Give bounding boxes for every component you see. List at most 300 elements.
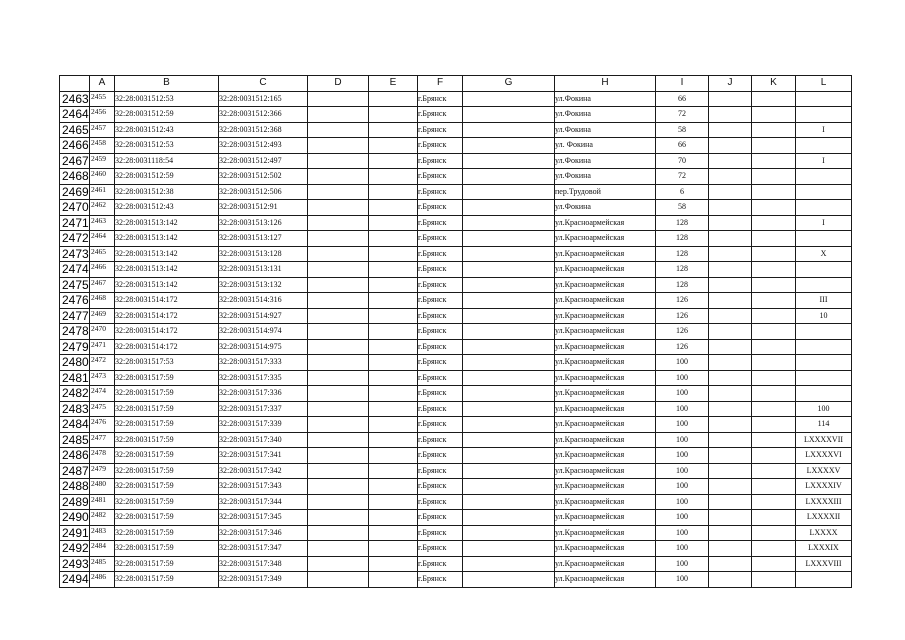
cell-i[interactable]: 100 xyxy=(656,479,709,495)
cell-l[interactable] xyxy=(796,107,852,123)
cell-b[interactable]: 32:28:0031517:59 xyxy=(115,386,219,402)
row-number[interactable]: 2486 xyxy=(60,448,90,464)
cell-a[interactable]: 2460 xyxy=(90,169,115,185)
cell-b[interactable]: 32:28:0031517:59 xyxy=(115,541,219,557)
cell-j[interactable] xyxy=(709,355,752,371)
cell-d[interactable] xyxy=(308,293,369,309)
cell-k[interactable] xyxy=(752,169,796,185)
cell-a[interactable]: 2481 xyxy=(90,494,115,510)
cell-l[interactable]: LXXXXIV xyxy=(796,479,852,495)
cell-g[interactable] xyxy=(463,448,555,464)
row-number[interactable]: 2476 xyxy=(60,293,90,309)
cell-l[interactable]: 100 xyxy=(796,401,852,417)
cell-f[interactable]: г.Брянск xyxy=(418,200,463,216)
cell-k[interactable] xyxy=(752,510,796,526)
row-number[interactable]: 2480 xyxy=(60,355,90,371)
cell-h[interactable]: ул.Красноармейская xyxy=(555,293,656,309)
cell-g[interactable] xyxy=(463,494,555,510)
cell-e[interactable] xyxy=(369,448,418,464)
cell-j[interactable] xyxy=(709,339,752,355)
cell-l[interactable] xyxy=(796,370,852,386)
cell-k[interactable] xyxy=(752,200,796,216)
cell-d[interactable] xyxy=(308,463,369,479)
cell-d[interactable] xyxy=(308,308,369,324)
cell-c[interactable]: 32:28:0031517:344 xyxy=(219,494,308,510)
cell-i[interactable]: 128 xyxy=(656,215,709,231)
cell-e[interactable] xyxy=(369,262,418,278)
cell-a[interactable]: 2483 xyxy=(90,525,115,541)
cell-l[interactable]: 10 xyxy=(796,308,852,324)
cell-h[interactable]: ул.Фокина xyxy=(555,169,656,185)
cell-j[interactable] xyxy=(709,401,752,417)
cell-i[interactable]: 70 xyxy=(656,153,709,169)
cell-b[interactable]: 32:28:0031513:142 xyxy=(115,262,219,278)
cell-k[interactable] xyxy=(752,246,796,262)
cell-k[interactable] xyxy=(752,231,796,247)
cell-g[interactable] xyxy=(463,541,555,557)
cell-d[interactable] xyxy=(308,200,369,216)
cell-c[interactable]: 32:28:0031517:341 xyxy=(219,448,308,464)
cell-e[interactable] xyxy=(369,169,418,185)
cell-d[interactable] xyxy=(308,107,369,123)
row-number[interactable]: 2466 xyxy=(60,138,90,154)
cell-a[interactable]: 2455 xyxy=(90,91,115,107)
cell-e[interactable] xyxy=(369,370,418,386)
cell-c[interactable]: 32:28:0031517:347 xyxy=(219,541,308,557)
cell-c[interactable]: 32:28:0031512:506 xyxy=(219,184,308,200)
cell-j[interactable] xyxy=(709,277,752,293)
cell-h[interactable]: ул.Фокина xyxy=(555,91,656,107)
cell-i[interactable]: 126 xyxy=(656,308,709,324)
cell-a[interactable]: 2470 xyxy=(90,324,115,340)
cell-h[interactable]: ул.Красноармейская xyxy=(555,432,656,448)
cell-d[interactable] xyxy=(308,246,369,262)
row-number[interactable]: 2463 xyxy=(60,91,90,107)
cell-a[interactable]: 2459 xyxy=(90,153,115,169)
cell-b[interactable]: 32:28:0031517:59 xyxy=(115,463,219,479)
cell-f[interactable]: г.Брянск xyxy=(418,91,463,107)
cell-k[interactable] xyxy=(752,386,796,402)
cell-c[interactable]: 32:28:0031517:342 xyxy=(219,463,308,479)
cell-i[interactable]: 128 xyxy=(656,231,709,247)
cell-l[interactable]: I xyxy=(796,215,852,231)
cell-d[interactable] xyxy=(308,277,369,293)
cell-j[interactable] xyxy=(709,370,752,386)
cell-f[interactable]: г.Брянск xyxy=(418,386,463,402)
cell-f[interactable]: г.Брянск xyxy=(418,169,463,185)
cell-l[interactable]: III xyxy=(796,293,852,309)
cell-a[interactable]: 2473 xyxy=(90,370,115,386)
cell-g[interactable] xyxy=(463,479,555,495)
cell-h[interactable]: ул.Красноармейская xyxy=(555,541,656,557)
cell-e[interactable] xyxy=(369,417,418,433)
cell-g[interactable] xyxy=(463,556,555,572)
cell-j[interactable] xyxy=(709,308,752,324)
cell-j[interactable] xyxy=(709,184,752,200)
column-header-j[interactable]: J xyxy=(709,76,752,92)
cell-g[interactable] xyxy=(463,370,555,386)
cell-l[interactable] xyxy=(796,339,852,355)
cell-h[interactable]: ул.Фокина xyxy=(555,200,656,216)
cell-b[interactable]: 32:28:0031517:59 xyxy=(115,510,219,526)
cell-l[interactable]: LXXXXIII xyxy=(796,494,852,510)
cell-k[interactable] xyxy=(752,572,796,588)
cell-b[interactable]: 32:28:0031517:59 xyxy=(115,479,219,495)
cell-a[interactable]: 2469 xyxy=(90,308,115,324)
cell-i[interactable]: 128 xyxy=(656,277,709,293)
cell-e[interactable] xyxy=(369,107,418,123)
cell-f[interactable]: г.Брянск xyxy=(418,448,463,464)
cell-j[interactable] xyxy=(709,510,752,526)
cell-a[interactable]: 2463 xyxy=(90,215,115,231)
cell-j[interactable] xyxy=(709,541,752,557)
cell-b[interactable]: 32:28:0031513:142 xyxy=(115,277,219,293)
cell-d[interactable] xyxy=(308,401,369,417)
cell-g[interactable] xyxy=(463,510,555,526)
row-number[interactable]: 2491 xyxy=(60,525,90,541)
cell-k[interactable] xyxy=(752,417,796,433)
cell-j[interactable] xyxy=(709,169,752,185)
cell-g[interactable] xyxy=(463,308,555,324)
cell-a[interactable]: 2476 xyxy=(90,417,115,433)
cell-k[interactable] xyxy=(752,215,796,231)
cell-l[interactable] xyxy=(796,200,852,216)
row-number[interactable]: 2492 xyxy=(60,541,90,557)
cell-i[interactable]: 128 xyxy=(656,262,709,278)
cell-j[interactable] xyxy=(709,494,752,510)
cell-g[interactable] xyxy=(463,153,555,169)
cell-b[interactable]: 32:28:0031513:142 xyxy=(115,231,219,247)
cell-c[interactable]: 32:28:0031517:335 xyxy=(219,370,308,386)
cell-g[interactable] xyxy=(463,215,555,231)
cell-l[interactable]: LXXXX xyxy=(796,525,852,541)
cell-l[interactable] xyxy=(796,262,852,278)
cell-a[interactable]: 2462 xyxy=(90,200,115,216)
cell-i[interactable]: 100 xyxy=(656,355,709,371)
cell-g[interactable] xyxy=(463,231,555,247)
cell-k[interactable] xyxy=(752,324,796,340)
cell-h[interactable]: пер.Трудовой xyxy=(555,184,656,200)
column-header-i[interactable]: I xyxy=(656,76,709,92)
cell-i[interactable]: 100 xyxy=(656,525,709,541)
row-number[interactable]: 2494 xyxy=(60,572,90,588)
cell-g[interactable] xyxy=(463,138,555,154)
cell-e[interactable] xyxy=(369,153,418,169)
cell-a[interactable]: 2467 xyxy=(90,277,115,293)
cell-f[interactable]: г.Брянск xyxy=(418,432,463,448)
cell-j[interactable] xyxy=(709,231,752,247)
cell-e[interactable] xyxy=(369,510,418,526)
cell-h[interactable]: ул.Красноармейская xyxy=(555,479,656,495)
cell-f[interactable]: г.Брянск xyxy=(418,339,463,355)
cell-e[interactable] xyxy=(369,572,418,588)
cell-b[interactable]: 32:28:0031512:59 xyxy=(115,169,219,185)
cell-e[interactable] xyxy=(369,324,418,340)
cell-g[interactable] xyxy=(463,432,555,448)
cell-c[interactable]: 32:28:0031517:343 xyxy=(219,479,308,495)
cell-h[interactable]: ул.Красноармейская xyxy=(555,448,656,464)
cell-c[interactable]: 32:28:0031512:502 xyxy=(219,169,308,185)
cell-i[interactable]: 66 xyxy=(656,91,709,107)
cell-l[interactable] xyxy=(796,355,852,371)
row-number[interactable]: 2468 xyxy=(60,169,90,185)
cell-i[interactable]: 66 xyxy=(656,138,709,154)
cell-g[interactable] xyxy=(463,107,555,123)
cell-a[interactable]: 2457 xyxy=(90,122,115,138)
cell-k[interactable] xyxy=(752,277,796,293)
cell-j[interactable] xyxy=(709,215,752,231)
row-number[interactable]: 2488 xyxy=(60,479,90,495)
cell-b[interactable]: 32:28:0031514:172 xyxy=(115,324,219,340)
cell-a[interactable]: 2479 xyxy=(90,463,115,479)
corner-header[interactable] xyxy=(60,76,90,92)
cell-g[interactable] xyxy=(463,169,555,185)
cell-l[interactable]: LXXXIX xyxy=(796,541,852,557)
cell-k[interactable] xyxy=(752,293,796,309)
cell-h[interactable]: ул.Красноармейская xyxy=(555,417,656,433)
cell-f[interactable]: г.Брянск xyxy=(418,107,463,123)
column-header-d[interactable]: D xyxy=(308,76,369,92)
column-header-f[interactable]: F xyxy=(418,76,463,92)
column-header-k[interactable]: K xyxy=(752,76,796,92)
cell-b[interactable]: 32:28:0031517:59 xyxy=(115,401,219,417)
cell-a[interactable]: 2458 xyxy=(90,138,115,154)
cell-c[interactable]: 32:28:0031513:126 xyxy=(219,215,308,231)
cell-l[interactable]: LXXXXV xyxy=(796,463,852,479)
cell-f[interactable]: г.Брянск xyxy=(418,324,463,340)
cell-l[interactable]: I xyxy=(796,122,852,138)
cell-k[interactable] xyxy=(752,339,796,355)
cell-h[interactable]: ул.Фокина xyxy=(555,153,656,169)
row-number[interactable]: 2471 xyxy=(60,215,90,231)
cell-g[interactable] xyxy=(463,184,555,200)
cell-e[interactable] xyxy=(369,184,418,200)
cell-a[interactable]: 2466 xyxy=(90,262,115,278)
row-number[interactable]: 2472 xyxy=(60,231,90,247)
cell-h[interactable]: ул.Фокина xyxy=(555,122,656,138)
cell-k[interactable] xyxy=(752,262,796,278)
cell-j[interactable] xyxy=(709,525,752,541)
cell-l[interactable] xyxy=(796,91,852,107)
cell-d[interactable] xyxy=(308,262,369,278)
cell-b[interactable]: 32:28:0031512:43 xyxy=(115,122,219,138)
row-number[interactable]: 2482 xyxy=(60,386,90,402)
cell-i[interactable]: 100 xyxy=(656,510,709,526)
cell-f[interactable]: г.Брянск xyxy=(418,231,463,247)
cell-l[interactable]: I xyxy=(796,153,852,169)
cell-g[interactable] xyxy=(463,401,555,417)
cell-f[interactable]: г.Брянск xyxy=(418,308,463,324)
cell-c[interactable]: 32:28:0031512:493 xyxy=(219,138,308,154)
cell-h[interactable]: ул.Красноармейская xyxy=(555,215,656,231)
cell-b[interactable]: 32:28:0031514:172 xyxy=(115,308,219,324)
cell-e[interactable] xyxy=(369,525,418,541)
cell-b[interactable]: 32:28:0031514:172 xyxy=(115,339,219,355)
cell-l[interactable] xyxy=(796,386,852,402)
column-header-b[interactable]: B xyxy=(115,76,219,92)
cell-i[interactable]: 100 xyxy=(656,494,709,510)
cell-j[interactable] xyxy=(709,417,752,433)
row-number[interactable]: 2477 xyxy=(60,308,90,324)
cell-g[interactable] xyxy=(463,262,555,278)
cell-a[interactable]: 2472 xyxy=(90,355,115,371)
cell-k[interactable] xyxy=(752,432,796,448)
cell-l[interactable] xyxy=(796,184,852,200)
cell-b[interactable]: 32:28:0031512:38 xyxy=(115,184,219,200)
cell-e[interactable] xyxy=(369,541,418,557)
cell-c[interactable]: 32:28:0031517:340 xyxy=(219,432,308,448)
cell-f[interactable]: г.Брянск xyxy=(418,525,463,541)
cell-f[interactable]: г.Брянск xyxy=(418,138,463,154)
cell-e[interactable] xyxy=(369,293,418,309)
cell-h[interactable]: ул.Красноармейская xyxy=(555,370,656,386)
cell-h[interactable]: ул.Красноармейская xyxy=(555,463,656,479)
cell-k[interactable] xyxy=(752,525,796,541)
cell-f[interactable]: г.Брянск xyxy=(418,479,463,495)
row-number[interactable]: 2487 xyxy=(60,463,90,479)
cell-g[interactable] xyxy=(463,277,555,293)
row-number[interactable]: 2469 xyxy=(60,184,90,200)
cell-g[interactable] xyxy=(463,246,555,262)
cell-e[interactable] xyxy=(369,556,418,572)
row-number[interactable]: 2465 xyxy=(60,122,90,138)
cell-f[interactable]: г.Брянск xyxy=(418,184,463,200)
cell-i[interactable]: 72 xyxy=(656,169,709,185)
cell-d[interactable] xyxy=(308,417,369,433)
cell-d[interactable] xyxy=(308,91,369,107)
cell-k[interactable] xyxy=(752,463,796,479)
cell-e[interactable] xyxy=(369,200,418,216)
cell-d[interactable] xyxy=(308,432,369,448)
cell-l[interactable] xyxy=(796,324,852,340)
cell-l[interactable] xyxy=(796,138,852,154)
cell-j[interactable] xyxy=(709,107,752,123)
cell-h[interactable]: ул.Красноармейская xyxy=(555,401,656,417)
cell-i[interactable]: 126 xyxy=(656,324,709,340)
row-number[interactable]: 2478 xyxy=(60,324,90,340)
cell-a[interactable]: 2456 xyxy=(90,107,115,123)
cell-b[interactable]: 32:28:0031514:172 xyxy=(115,293,219,309)
cell-c[interactable]: 32:28:0031517:337 xyxy=(219,401,308,417)
cell-k[interactable] xyxy=(752,308,796,324)
cell-h[interactable]: ул.Красноармейская xyxy=(555,339,656,355)
cell-d[interactable] xyxy=(308,169,369,185)
cell-d[interactable] xyxy=(308,572,369,588)
cell-i[interactable]: 100 xyxy=(656,386,709,402)
cell-f[interactable]: г.Брянск xyxy=(418,401,463,417)
cell-g[interactable] xyxy=(463,324,555,340)
cell-i[interactable]: 100 xyxy=(656,370,709,386)
cell-e[interactable] xyxy=(369,215,418,231)
cell-b[interactable]: 32:28:0031513:142 xyxy=(115,215,219,231)
row-number[interactable]: 2490 xyxy=(60,510,90,526)
cell-d[interactable] xyxy=(308,122,369,138)
cell-h[interactable]: ул.Красноармейская xyxy=(555,494,656,510)
cell-b[interactable]: 32:28:0031517:59 xyxy=(115,448,219,464)
cell-g[interactable] xyxy=(463,572,555,588)
cell-d[interactable] xyxy=(308,138,369,154)
cell-l[interactable]: LXXXXVI xyxy=(796,448,852,464)
cell-c[interactable]: 32:28:0031512:497 xyxy=(219,153,308,169)
row-number[interactable]: 2489 xyxy=(60,494,90,510)
cell-b[interactable]: 32:28:0031517:59 xyxy=(115,556,219,572)
row-number[interactable]: 2470 xyxy=(60,200,90,216)
cell-a[interactable]: 2482 xyxy=(90,510,115,526)
cell-l[interactable]: 114 xyxy=(796,417,852,433)
cell-c[interactable]: 32:28:0031514:975 xyxy=(219,339,308,355)
cell-f[interactable]: г.Брянск xyxy=(418,417,463,433)
cell-c[interactable]: 32:28:0031513:127 xyxy=(219,231,308,247)
cell-a[interactable]: 2465 xyxy=(90,246,115,262)
cell-e[interactable] xyxy=(369,277,418,293)
row-number[interactable]: 2464 xyxy=(60,107,90,123)
cell-j[interactable] xyxy=(709,556,752,572)
row-number[interactable]: 2481 xyxy=(60,370,90,386)
cell-e[interactable] xyxy=(369,386,418,402)
cell-g[interactable] xyxy=(463,355,555,371)
cell-i[interactable]: 100 xyxy=(656,572,709,588)
cell-h[interactable]: ул.Красноармейская xyxy=(555,525,656,541)
cell-l[interactable] xyxy=(796,169,852,185)
cell-i[interactable]: 100 xyxy=(656,541,709,557)
cell-i[interactable]: 128 xyxy=(656,246,709,262)
cell-b[interactable]: 32:28:0031517:59 xyxy=(115,525,219,541)
cell-e[interactable] xyxy=(369,339,418,355)
cell-d[interactable] xyxy=(308,184,369,200)
cell-h[interactable]: ул.Красноармейская xyxy=(555,355,656,371)
cell-f[interactable]: г.Брянск xyxy=(418,293,463,309)
column-header-a[interactable]: A xyxy=(90,76,115,92)
cell-k[interactable] xyxy=(752,107,796,123)
cell-d[interactable] xyxy=(308,339,369,355)
cell-f[interactable]: г.Брянск xyxy=(418,262,463,278)
cell-b[interactable]: 32:28:0031512:43 xyxy=(115,200,219,216)
cell-h[interactable]: ул.Красноармейская xyxy=(555,262,656,278)
cell-j[interactable] xyxy=(709,262,752,278)
cell-i[interactable]: 100 xyxy=(656,463,709,479)
cell-k[interactable] xyxy=(752,556,796,572)
cell-d[interactable] xyxy=(308,494,369,510)
cell-j[interactable] xyxy=(709,479,752,495)
cell-k[interactable] xyxy=(752,138,796,154)
cell-a[interactable]: 2474 xyxy=(90,386,115,402)
cell-f[interactable]: г.Брянск xyxy=(418,541,463,557)
cell-g[interactable] xyxy=(463,463,555,479)
cell-c[interactable]: 32:28:0031517:349 xyxy=(219,572,308,588)
cell-k[interactable] xyxy=(752,370,796,386)
cell-j[interactable] xyxy=(709,293,752,309)
cell-c[interactable]: 32:28:0031513:128 xyxy=(219,246,308,262)
cell-c[interactable]: 32:28:0031514:927 xyxy=(219,308,308,324)
cell-f[interactable]: г.Брянск xyxy=(418,556,463,572)
row-number[interactable]: 2475 xyxy=(60,277,90,293)
cell-k[interactable] xyxy=(752,448,796,464)
cell-h[interactable]: ул.Красноармейская xyxy=(555,510,656,526)
cell-j[interactable] xyxy=(709,324,752,340)
cell-f[interactable]: г.Брянск xyxy=(418,572,463,588)
cell-e[interactable] xyxy=(369,91,418,107)
cell-i[interactable]: 58 xyxy=(656,122,709,138)
cell-j[interactable] xyxy=(709,122,752,138)
column-header-e[interactable]: E xyxy=(369,76,418,92)
cell-i[interactable]: 100 xyxy=(656,448,709,464)
cell-e[interactable] xyxy=(369,494,418,510)
cell-e[interactable] xyxy=(369,463,418,479)
cell-e[interactable] xyxy=(369,308,418,324)
cell-f[interactable]: г.Брянск xyxy=(418,246,463,262)
cell-b[interactable]: 32:28:0031512:53 xyxy=(115,91,219,107)
cell-k[interactable] xyxy=(752,355,796,371)
